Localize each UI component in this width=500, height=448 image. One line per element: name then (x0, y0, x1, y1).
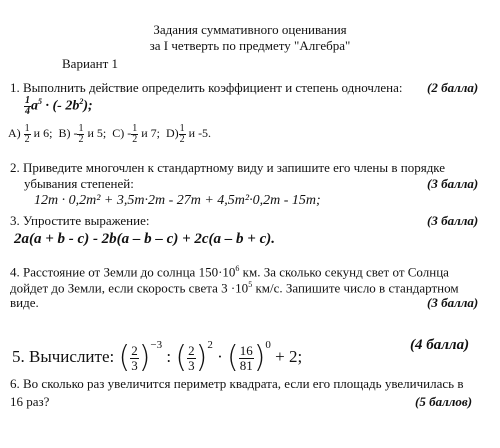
task1-expr-exp5: 5 (38, 97, 42, 107)
task1-options (8, 124, 211, 145)
task2-line-2: убывания степеней: (24, 176, 134, 191)
task2-points: (3 балла) (427, 176, 479, 191)
task1-expr-var: a (31, 98, 38, 114)
task5-fraction-3: $\frac{16}{81}$ (239, 342, 253, 373)
task1-option-d: D) $\frac{1}{2}$ и -5. (165, 123, 212, 145)
task1-expression (24, 96, 93, 117)
task1-expr-close: ); (83, 98, 93, 114)
task6-line-1: 6. Во сколько раз увеличится периметр квадрата, если его площадь увеличилась в (10, 376, 464, 391)
task5-exp-3: 0 (265, 339, 271, 351)
task4-line-3: виде. (10, 295, 39, 310)
task1-option-c: C) - $\frac{1}{2}$ и 7; (112, 123, 160, 145)
task3-expression: 2a(a + b - c) - 2b(a – b – c) + 2c(a – b + c). (14, 231, 275, 247)
task5-expression: 5. Вычислите: ( $\frac{2}{3}$ )$^{-3}$ : ( $\frac{2}{3}$ )$^2$ · ( $\frac{16}{81}$ )$^0$ + 2; (12, 339, 303, 376)
task5-label: 5. Вычислите: (12, 347, 115, 366)
task5-points: (4 балла) (410, 337, 470, 353)
task1-expr-exp2: 2 (79, 97, 84, 107)
task4-points: (3 балла) (427, 295, 479, 310)
task5-exp-1: −3 (150, 339, 163, 351)
task5-tail: + 2; (275, 347, 303, 366)
task5-fraction-2: $\frac{2}{3}$ (188, 342, 195, 373)
variant-label: Вариант 1 (62, 56, 119, 71)
task4-exp-5: 5 (248, 280, 253, 289)
task2-expression: 12m · 0,2m² + 3,5m·2m - 27m + 4,5m²·0,2m - 15m; (34, 193, 321, 208)
task6-line-2: 16 раз? (10, 394, 50, 409)
task5-exp-2: 2 (207, 339, 213, 351)
task3-points: (3 балла) (427, 213, 479, 228)
task3-text: 3. Упростите выражение: (10, 213, 150, 228)
task1-option-b: B) - $\frac{1}{2}$ и 5; (58, 123, 107, 145)
task1-expr-rest: · (- 2b (42, 98, 80, 114)
task5-op-multiply: · (217, 347, 223, 366)
task6-points: (5 баллов) (415, 394, 473, 409)
header-line-1: Задания суммативного оценивания (153, 22, 347, 37)
task1-coef-num: 1 (25, 95, 30, 106)
task4-exp-6: 6 (235, 264, 240, 273)
task2-line-1: 2. Приведите многочлен к стандартному виду и запишите его члены в порядке (10, 160, 446, 175)
task1-text: 1. Выполнить действие определить коэффициент и степень одночлена: (10, 80, 403, 95)
header-line-2: за I четверть по предмету "Алгебра" (149, 38, 351, 53)
task4-line-1: 4. Расстояние от Земли до солнца $150\cdot 10^6$ км. За сколько секунд свет от Солнца (10, 264, 449, 280)
task1-coef-den: 4 (25, 106, 30, 117)
task5-op-divide: : (166, 347, 172, 366)
task5-fraction-1: $\frac{2}{3}$ (131, 342, 138, 373)
task1-coef-fraction (24, 96, 31, 117)
task4-line-2: дойдет до Земли, если скорость света $3 \cdot 10^5$ км/с. Запишите число в стандартном (10, 280, 459, 296)
task1-option-a: A) $\frac{1}{2}$ и 6; (8, 123, 53, 145)
task1-points: (2 балла) (427, 80, 479, 95)
